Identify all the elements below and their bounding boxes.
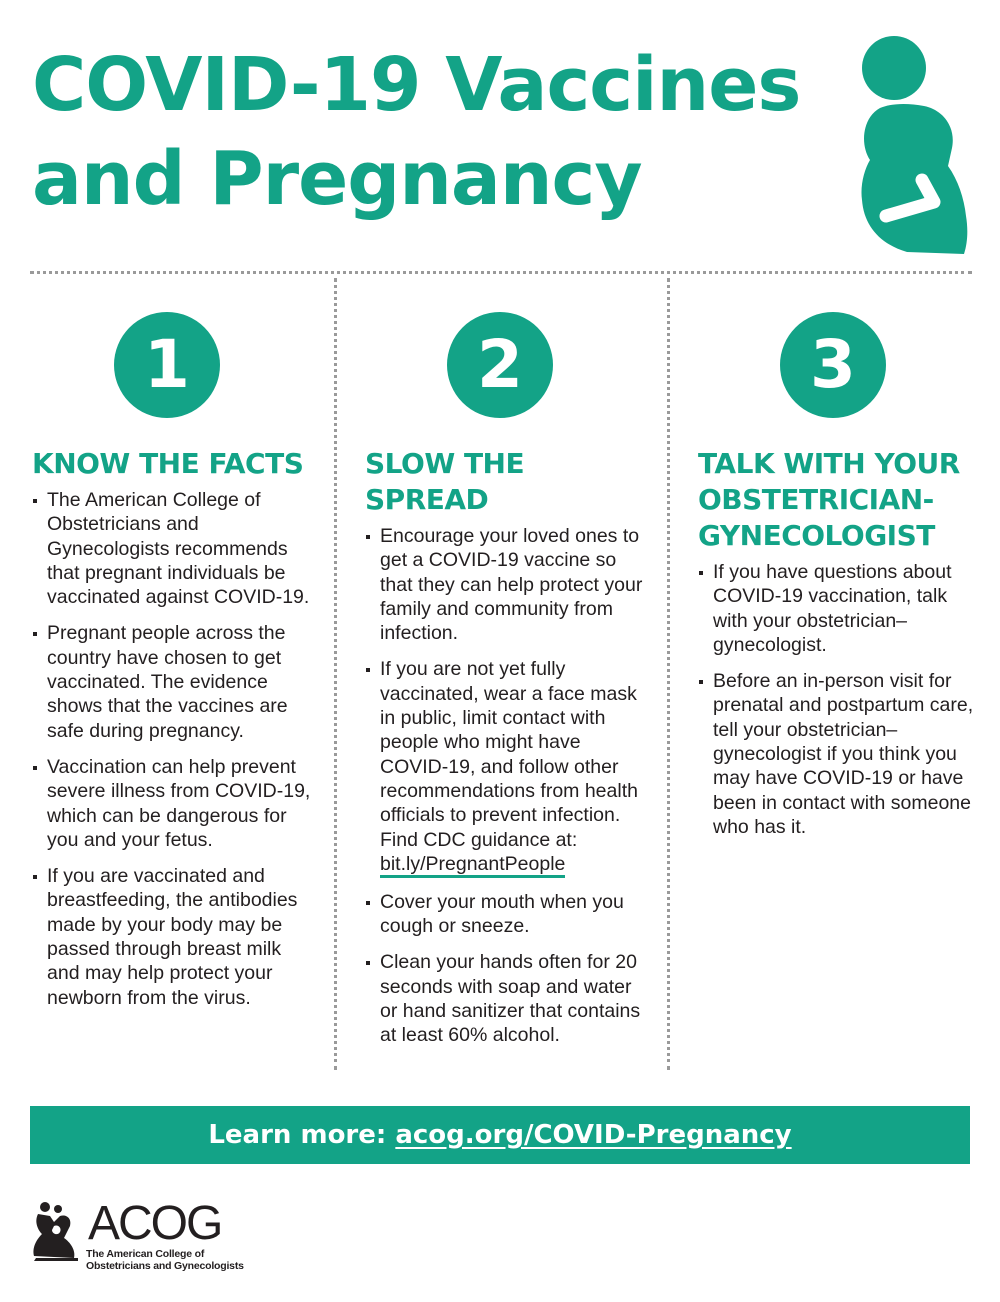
bullet-item: Before an in-person visit for prenatal and postpartum care, tell your obstetrician–gynecologist if you think you may have COVID-19 or have been in contact with someone who has it. [698, 669, 978, 839]
column-talk-with-obgyn [698, 312, 978, 851]
step-number-badge: 1 [114, 312, 220, 418]
bullet-item: Pregnant people across the country have chosen to get vaccinated. The evidence shows that the vaccines are safe during pregnancy. [32, 621, 312, 742]
pregnant-person-icon [852, 30, 972, 262]
learn-more-link[interactable]: acog.org/COVID-Pregnancy [395, 1120, 792, 1150]
title-line-1: COVID-19 Vaccines [32, 42, 801, 128]
horizontal-divider [30, 271, 972, 274]
column-divider [334, 278, 337, 1070]
bullet-item: Cover your mouth when you cough or sneeze. [365, 890, 645, 939]
bullet-list [698, 560, 978, 839]
bullet-item: If you have questions about COVID-19 vaccination, talk with your obstetrician–gynecologist. [698, 560, 978, 657]
column-know-the-facts [32, 312, 312, 1022]
title-line-2: and Pregnancy [32, 136, 642, 222]
column-slow-the-spread [365, 312, 645, 1060]
acog-logo [30, 1196, 270, 1276]
column-heading: KNOW THE FACTS [32, 447, 304, 480]
column-divider [667, 278, 670, 1070]
step-number-badge: 3 [780, 312, 886, 418]
bullet-item: If you are vaccinated and breastfeeding, the antibodies made by your body may be passed through breast milk and may help protect your newborn from the virus. [32, 864, 312, 1010]
page-title [32, 38, 842, 226]
bullet-item [365, 657, 645, 877]
bullet-item: Encourage your loved ones to get a COVID-19 vaccine so that they can help protect your family and community from infection. [365, 524, 645, 645]
bullet-list [365, 524, 645, 1048]
bullet-item: Clean your hands often for 20 seconds with soap and water or hand sanitizer that contains at least 60% alcohol. [365, 950, 645, 1047]
bullet-item: The American College of Obstetricians and Gynecologists recommends that pregnant individuals be vaccinated against COVID-19. [32, 488, 312, 609]
acog-mother-child-logo-icon [30, 1200, 82, 1262]
bullet-list [32, 488, 312, 1010]
bullet-item: Vaccination can help prevent severe illness from COVID-19, which can be dangerous for you and your fetus. [32, 755, 312, 852]
learn-more-banner [30, 1106, 970, 1164]
acog-full-name: The American College of Obstetricians and Gynecologists [86, 1248, 244, 1272]
column-heading: SLOW THE SPREAD [365, 447, 525, 516]
cdc-guidance-link[interactable]: bit.ly/PregnantPeople [380, 853, 565, 878]
banner-prefix: Learn more: [208, 1120, 396, 1150]
step-number-badge: 2 [447, 312, 553, 418]
acog-wordmark: ACOG [88, 1197, 222, 1250]
bullet-text: If you are not yet fully vaccinated, wear a face mask in public, limit contact with people who might have COVID-19, and follow other recommendations from health officials to prevent infection. Find CDC guidance at: [380, 658, 638, 851]
column-heading: TALK WITH YOUR OBSTETRICIAN- GYNECOLOGIST [698, 447, 960, 552]
